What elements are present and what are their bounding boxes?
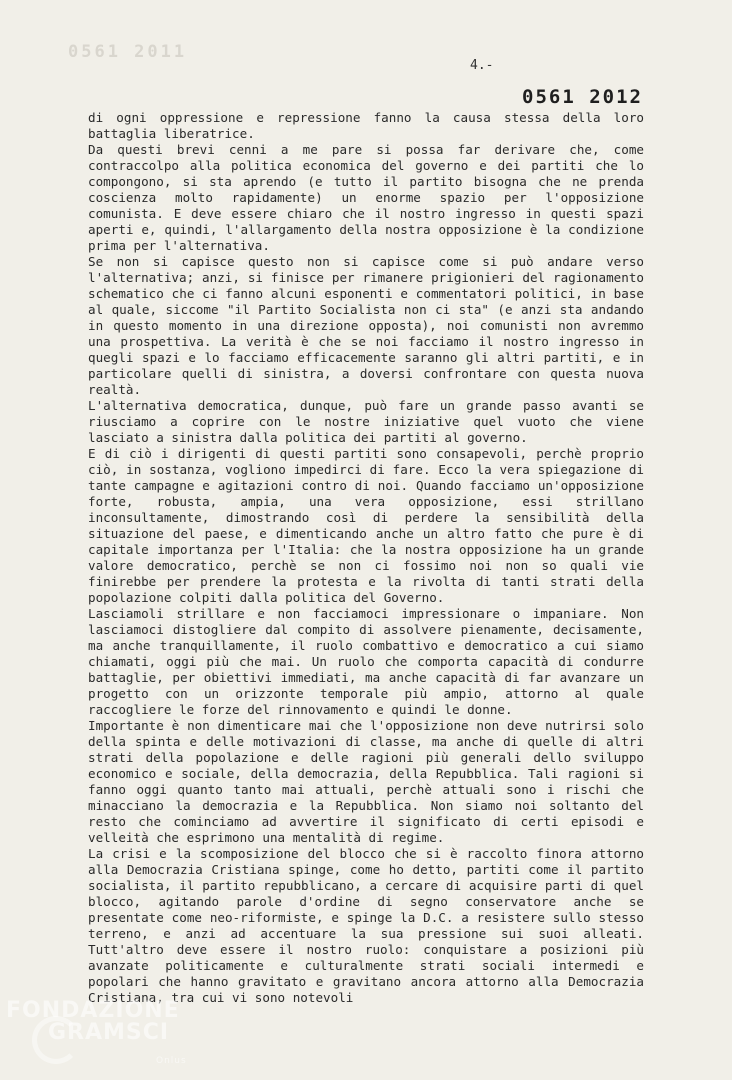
paragraph: Da questi brevi cenni a me pare si possa far derivare che, come contraccolpo alla politica economica del governo e dei partiti che lo compongono, si sta aprendo (e tutto il partito bisogna che ne prenda coscienza molto rapidamente) un enorme spazio per l'opposizione comunista. E deve essere chiaro che il nostro ingresso in questi spazi aperti e, quindi, l'allargamento della nostra opposizione è la condizione prima per l'alternativa. (88, 142, 644, 253)
watermark-line1: FONDAZIONE (6, 998, 180, 1023)
paragraph: Se non si capisce questo non si capisce come si può andare verso l'alternativa; anzi, si finisce per rimanere prigionieri del ragionamento schematico che ci fanno alcuni esponenti e commentatori politici, in base al quale, siccome "il Partito Socialista non ci sta" (e anzi sta andando in questo momento in una direzione opposta), noi comunisti non avremmo una prospettiva. La verità è che se noi facciamo il nostro ingresso in quegli spazi e lo facciamo efficacemente saranno gli altri partiti, e in particolare quelli di sinistra, a doversi confrontare con questa nuova realtà. (88, 254, 644, 397)
paragraph: Lasciamoli strillare e non facciamoci impressionare o impaniare. Non lasciamoci distogliere dal compito di assolvere pienamente, decisamente, ma anche tranquillamente, il ruolo combattivo e democratico a cui siamo chiamati, oggi più che mai. Un ruolo che comporta capacità di condurre battaglie, per obiettivi immediati, ma anche capacità di far avanzare un progetto con un orizzonte temporale più ampio, attorno al quale raccogliere le forze del rinnovamento e quindi le donne. (88, 606, 644, 717)
watermark-line2: GRAMSCI (48, 1020, 170, 1045)
faded-archive-stamp: 0561 2011 (68, 42, 188, 62)
paragraph: di ogni oppressione e repressione fanno la causa stessa della loro battaglia liberatrice. (88, 110, 644, 141)
paragraph: Importante è non dimenticare mai che l'opposizione non deve nutrirsi solo della spinta e delle motivazioni di classe, ma anche di quelle di altri strati della popolazione e delle ragioni più generali dello sviluppo economico e sociale, della democrazia, della Repubblica. Tali ragioni si fanno oggi quanto tanto mai attuali, perchè attuali sono i rischi che minacciano la democrazia e la Repubblica. Non siamo noi soltanto del resto che cominciamo ad avvertire il significato di certi episodi e velleità che esprimono una mentalità di regime. (88, 718, 644, 845)
fondazione-gramsci-watermark (6, 998, 187, 1066)
logo-circle-icon (32, 1016, 80, 1064)
paragraph: La crisi e la scomposizione del blocco che si è raccolto finora attorno alla Democrazia Cristiana spinge, come ho detto, partiti come il partito socialista, il partito repubblicano, a cercare di acquisire parti di quel blocco, agitando parole d'ordine di segno conservatore anche se presentate come neo-riformiste, e spinge la D.C. a resistere sullo stesso terreno, e anzi ad accentuare la sua pressione sui suoi alleati. Tutt'altro deve essere il nostro ruolo: conquistare a posizioni più avanzate politicamente e culturalmente strati sociali intermedi e popolari che hanno gravitato e gravitano ancora attorno alla Democrazia Cristiana, tra cui vi sono notevoli (88, 846, 644, 1005)
watermark-sub: Onlus (156, 1056, 187, 1066)
archive-number: 0561 2012 (522, 86, 643, 108)
body-text (88, 110, 644, 1006)
paragraph: L'alternativa democratica, dunque, può fare un grande passo avanti se riusciamo a coprire con le nostre iniziative quel vuoto che viene lasciato a sinistra dalla politica dei partiti al governo. (88, 398, 644, 445)
page-number: 4.- (470, 58, 494, 73)
paragraph: E di ciò i dirigenti di questi partiti sono consapevoli, perchè proprio ciò, in sostanza, vogliono impedirci di fare. Ecco la vera spiegazione di tante campagne e agitazioni contro di noi. Quando facciamo un'opposizione forte, robusta, ampia, una vera opposizione, essi strillano inconsultamente, dimostrando così di perdere la sensibilità della situazione del paese, e dimenticando anche un altro fatto che pure è di capitale importanza per l'Italia: che la nostra opposizione ha un grande valore democratico, perchè se non ci fossimo noi non so quali vie finirebbe per prendere la protesta e la rivolta di tanti strati della popolazione colpiti dalla politica del Governo. (88, 446, 644, 605)
